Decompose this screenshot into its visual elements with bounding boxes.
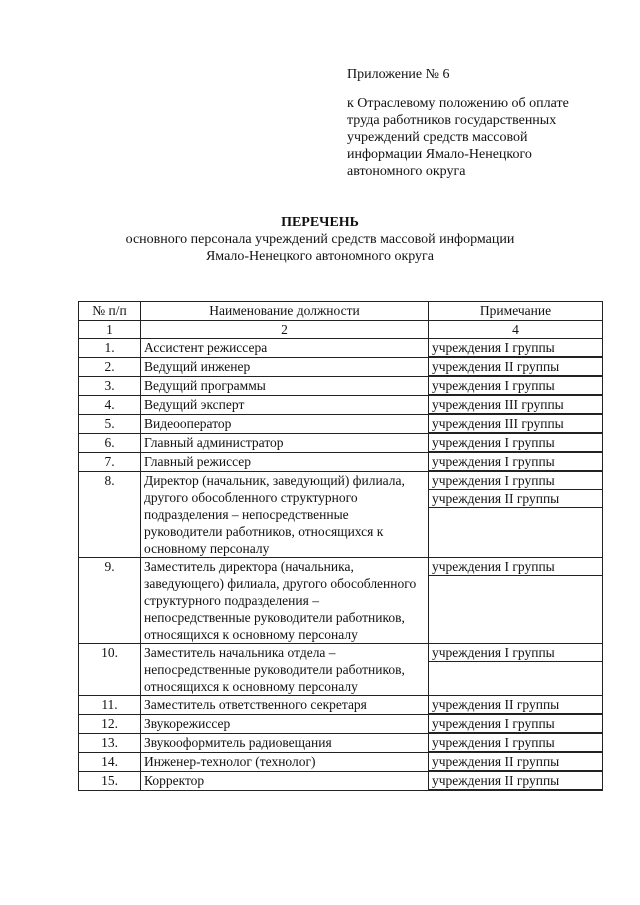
- note-text: учреждения III группы: [429, 415, 602, 433]
- heading-subtitle-line: Ямало-Ненецкого автономного округа: [205, 249, 435, 264]
- note-cell: [429, 753, 603, 772]
- row-number: 8.: [79, 472, 141, 558]
- row-number: 10.: [79, 644, 141, 696]
- note-text: учреждения II группы: [429, 358, 602, 376]
- position-name: Ведущий эксперт: [141, 396, 429, 415]
- table-row: [79, 377, 603, 396]
- position-name: Заместитель ответственного секретаря: [141, 696, 429, 715]
- note-text: учреждения I группы: [429, 377, 602, 395]
- position-name: Корректор: [141, 772, 429, 791]
- note-cell: [429, 434, 603, 453]
- note-cell: [429, 772, 603, 791]
- header-note: Примечание: [429, 302, 603, 321]
- table-row: [79, 396, 603, 415]
- row-number: 15.: [79, 772, 141, 791]
- note-text: учреждения I группы: [429, 339, 602, 357]
- row-number: 13.: [79, 734, 141, 753]
- column-index: 1: [79, 321, 141, 339]
- row-number: 9.: [79, 558, 141, 644]
- table-row: [79, 339, 603, 358]
- row-number: 6.: [79, 434, 141, 453]
- note-cell: [429, 453, 603, 472]
- note-cell: [429, 696, 603, 715]
- document-heading: [0, 214, 640, 265]
- note-text: учреждения I группы: [429, 472, 602, 490]
- note-text: учреждения I группы: [429, 734, 602, 752]
- table-row: [79, 734, 603, 753]
- note-cell: [429, 377, 603, 396]
- note-text: учреждения I группы: [429, 715, 602, 733]
- position-name: Главный режиссер: [141, 453, 429, 472]
- table-row: [79, 472, 603, 558]
- note-text: учреждения II группы: [429, 772, 602, 790]
- position-name: Директор (начальник, заведующий) филиала, другого обособленного структурного подразделения – непосредственные руководители работников, относящихся к основному персоналу: [141, 472, 429, 558]
- table-row: [79, 696, 603, 715]
- table-row: [79, 434, 603, 453]
- appendix-title: Приложение № 6: [347, 67, 450, 82]
- note-cell: [429, 415, 603, 434]
- heading-title: ПЕРЕЧЕНЬ: [281, 215, 359, 230]
- table-row: [79, 358, 603, 377]
- table-row: [79, 558, 603, 644]
- row-number: 7.: [79, 453, 141, 472]
- row-number: 2.: [79, 358, 141, 377]
- position-name: Ведущий инженер: [141, 358, 429, 377]
- appendix-line: автономного округа: [347, 164, 466, 179]
- position-name: Звукорежиссер: [141, 715, 429, 734]
- row-number: 5.: [79, 415, 141, 434]
- note-text: учреждения I группы: [429, 453, 602, 471]
- column-index: 2: [141, 321, 429, 339]
- position-name: Видеооператор: [141, 415, 429, 434]
- row-number: 14.: [79, 753, 141, 772]
- table-row: [79, 772, 603, 791]
- table-header-row: [79, 302, 603, 321]
- row-number: 1.: [79, 339, 141, 358]
- note-cell: [429, 339, 603, 358]
- table-row: [79, 644, 603, 696]
- note-text: учреждения II группы: [429, 753, 602, 771]
- appendix-line: к Отраслевому положению об оплате: [347, 96, 569, 111]
- heading-subtitle-line: основного персонала учреждений средств массовой информации: [125, 232, 515, 247]
- note-text: учреждения I группы: [429, 644, 602, 662]
- position-name: Звукооформитель радиовещания: [141, 734, 429, 753]
- header-position-name: Наименование должности: [141, 302, 429, 321]
- note-cell: [429, 472, 603, 558]
- row-number: 11.: [79, 696, 141, 715]
- position-name: Ведущий программы: [141, 377, 429, 396]
- appendix-line: информации Ямало-Ненецкого: [347, 147, 532, 162]
- note-cell: [429, 734, 603, 753]
- position-name: Заместитель начальника отдела – непосредственные руководители работников, относящихся к основному персоналу: [141, 644, 429, 696]
- note-text: учреждения III группы: [429, 396, 602, 414]
- table-row: [79, 415, 603, 434]
- row-number: 12.: [79, 715, 141, 734]
- table-row: [79, 753, 603, 772]
- note-text: учреждения I группы: [429, 434, 602, 452]
- appendix-line: труда работников государственных: [347, 113, 557, 128]
- row-number: 3.: [79, 377, 141, 396]
- note-cell: [429, 396, 603, 415]
- position-name: Заместитель директора (начальника, заведующего) филиала, другого обособленного структурного подразделения – непосредственные руководители работников, относящихся к основному персоналу: [141, 558, 429, 644]
- appendix-line: учреждений средств массовой: [347, 130, 528, 145]
- positions-table: [78, 301, 603, 791]
- table-body: [79, 339, 603, 791]
- column-index: 4: [429, 321, 603, 339]
- position-name: Инженер-технолог (технолог): [141, 753, 429, 772]
- note-cell: [429, 644, 603, 696]
- appendix-block: [347, 66, 617, 180]
- note-cell: [429, 358, 603, 377]
- table-row: [79, 715, 603, 734]
- position-name: Ассистент режиссера: [141, 339, 429, 358]
- note-text: учреждения II группы: [429, 696, 602, 714]
- column-index-row: [79, 321, 603, 339]
- note-text: учреждения I группы: [429, 558, 602, 576]
- row-number: 4.: [79, 396, 141, 415]
- note-cell: [429, 558, 603, 644]
- note-text: учреждения II группы: [429, 490, 602, 508]
- table-row: [79, 453, 603, 472]
- note-cell: [429, 715, 603, 734]
- position-name: Главный администратор: [141, 434, 429, 453]
- header-number: № п/п: [79, 302, 141, 321]
